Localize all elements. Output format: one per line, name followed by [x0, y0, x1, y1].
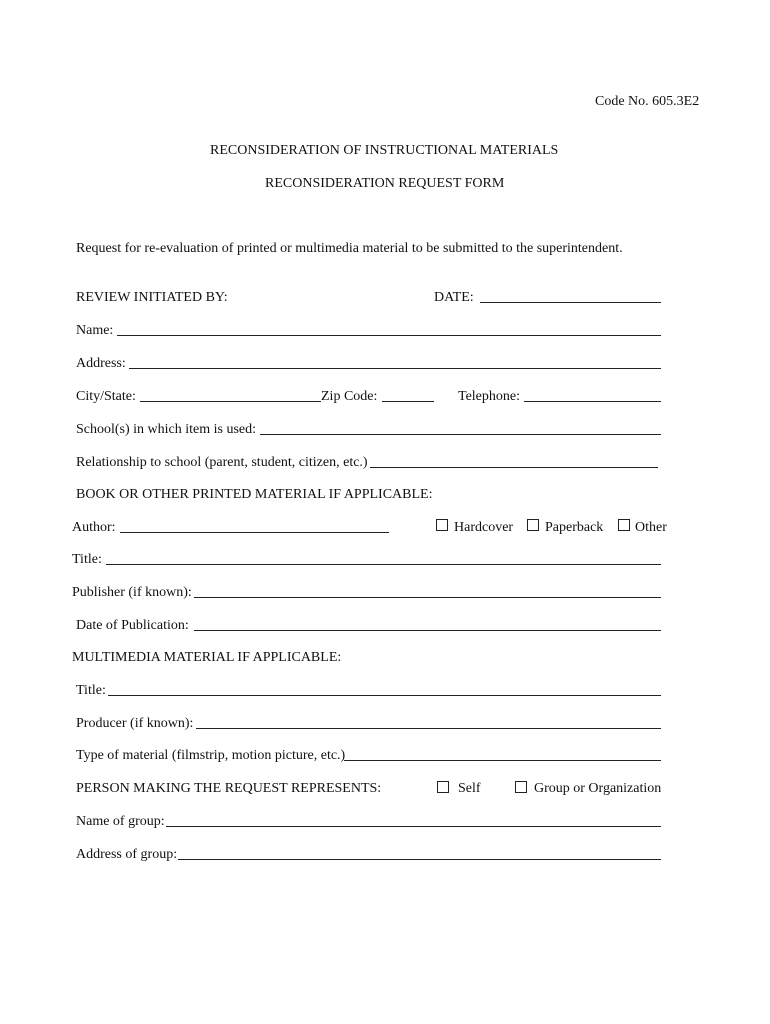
producer-field[interactable]: [196, 728, 661, 729]
publication-date-label: Date of Publication:: [76, 618, 189, 633]
date-label: DATE:: [434, 290, 474, 305]
multimedia-section-heading: MULTIMEDIA MATERIAL IF APPLICABLE:: [72, 650, 342, 665]
hardcover-checkbox[interactable]: [436, 519, 448, 531]
book-section-heading: BOOK OR OTHER PRINTED MATERIAL IF APPLICABLE:: [76, 487, 433, 502]
name-label: Name:: [76, 323, 114, 338]
group-address-label: Address of group:: [76, 847, 178, 862]
relationship-field[interactable]: [370, 467, 658, 468]
intro-text: Request for re-evaluation of printed or multimedia material to be submitted to the superintendent.: [76, 241, 623, 256]
telephone-label: Telephone:: [458, 389, 520, 404]
group-name-field[interactable]: [166, 826, 661, 827]
address-label: Address:: [76, 356, 126, 371]
schools-label: School(s) in which item is used:: [76, 422, 257, 437]
hardcover-label: Hardcover: [454, 520, 514, 535]
group-label: Group or Organization: [534, 781, 662, 796]
author-field[interactable]: [120, 532, 389, 533]
self-checkbox[interactable]: [437, 781, 449, 793]
telephone-field[interactable]: [524, 401, 661, 402]
relationship-label: Relationship to school (parent, student, citizen, etc.): [76, 455, 368, 470]
address-field[interactable]: [129, 368, 661, 369]
city-state-label: City/State:: [76, 389, 136, 404]
zip-code-field[interactable]: [382, 401, 434, 402]
material-type-label: Type of material (filmstrip, motion picture, etc.): [76, 748, 346, 763]
paperback-label: Paperback: [545, 520, 604, 535]
self-label: Self: [458, 781, 481, 796]
zip-code-label: Zip Code:: [321, 389, 378, 404]
review-initiated-label: REVIEW INITIATED BY:: [76, 290, 228, 305]
form-title: RECONSIDERATION OF INSTRUCTIONAL MATERIALS: [210, 143, 559, 158]
multimedia-title-field[interactable]: [108, 695, 661, 696]
book-title-label: Title:: [72, 552, 102, 567]
city-state-field[interactable]: [140, 401, 321, 402]
author-label: Author:: [72, 520, 116, 535]
book-title-field[interactable]: [106, 564, 661, 565]
date-field[interactable]: [480, 302, 661, 303]
form-subtitle: RECONSIDERATION REQUEST FORM: [265, 176, 505, 191]
schools-field[interactable]: [260, 434, 661, 435]
publication-date-field[interactable]: [194, 630, 661, 631]
publisher-label: Publisher (if known):: [72, 585, 192, 600]
group-address-field[interactable]: [178, 859, 661, 860]
multimedia-title-label: Title:: [76, 683, 106, 698]
group-name-label: Name of group:: [76, 814, 165, 829]
producer-label: Producer (if known):: [76, 716, 194, 731]
represents-label: PERSON MAKING THE REQUEST REPRESENTS:: [76, 781, 382, 796]
other-checkbox[interactable]: [618, 519, 630, 531]
code-number: Code No. 605.3E2: [595, 94, 700, 109]
material-type-field[interactable]: [344, 760, 661, 761]
paperback-checkbox[interactable]: [527, 519, 539, 531]
other-label: Other: [635, 520, 667, 535]
group-checkbox[interactable]: [515, 781, 527, 793]
name-field[interactable]: [117, 335, 661, 336]
publisher-field[interactable]: [194, 597, 661, 598]
